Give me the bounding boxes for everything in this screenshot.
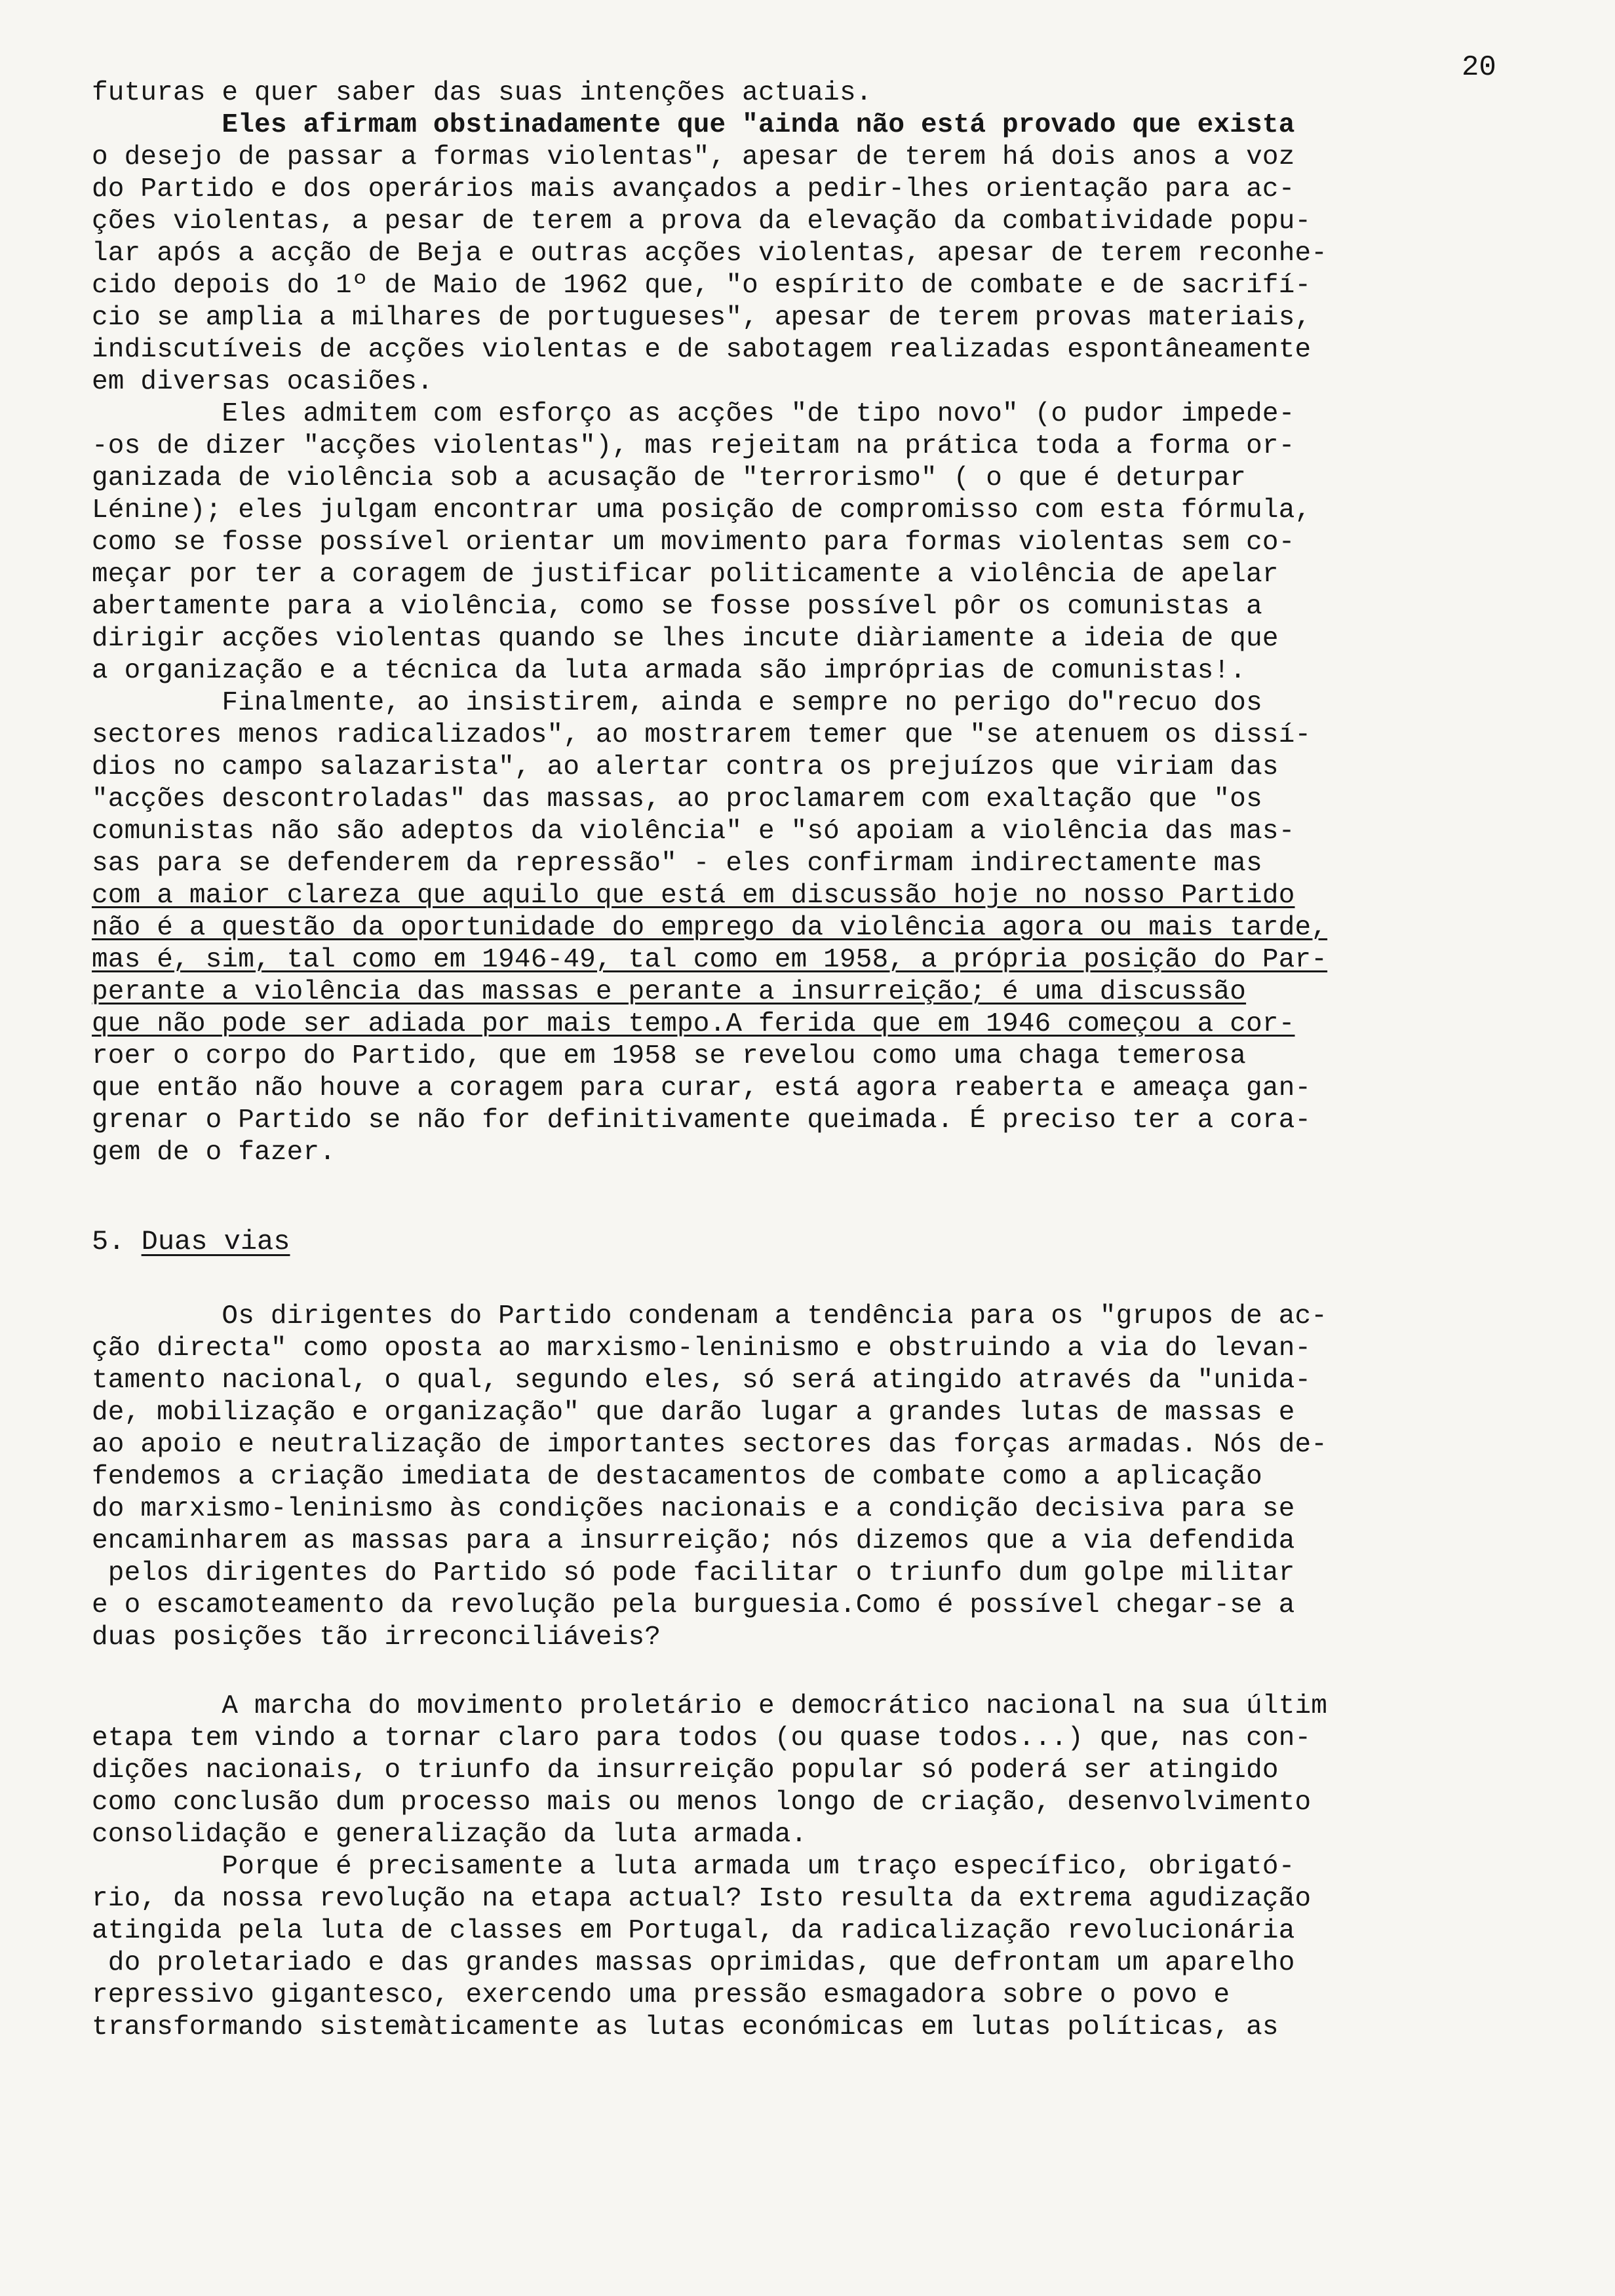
text-line: lar após a acção de Beja e outras acções violentas, apesar de terem reconhe- xyxy=(92,239,1328,269)
text-line: dios no campo salazarista", ao alertar contra os prejuízos que viriam das xyxy=(92,752,1279,782)
text-line: ção directa" como oposta ao marxismo-leninismo e obstruindo a via do levan- xyxy=(92,1333,1312,1364)
text-line: atingida pela luta de classes em Portugal, da radicalização revolucionária xyxy=(92,1916,1295,1946)
text-line: encaminharem as massas para a insurreição; nós dizemos que a via defendida xyxy=(92,1526,1295,1556)
text-line: sas para se defenderem da repressão" - eles confirmam indirectamente mas xyxy=(92,849,1262,879)
text-line: dirigir acções violentas quando se lhes incute diàriamente a ideia de que xyxy=(92,624,1279,654)
text-line: transformando sistemàticamente as lutas económicas em lutas políticas, as xyxy=(92,2012,1279,2042)
text-line: do proletariado e das grandes massas oprimidas, que defrontam um aparelho xyxy=(92,1948,1295,1978)
text-line: do marxismo-leninismo às condições nacionais e a condição decisiva para se xyxy=(92,1494,1295,1524)
underlined-text-line: não é a questão da oportunidade do emprego da violência agora ou mais tarde, xyxy=(92,913,1328,943)
text-line: cio se amplia a milhares de portugueses", apesar de terem provas materiais, xyxy=(92,303,1312,333)
text-line: sectores menos radicalizados", ao mostrarem temer que "se atenuem os dissí- xyxy=(92,720,1312,750)
text-line: etapa tem vindo a tornar claro para todos (ou quase todos...) que, nas con- xyxy=(92,1723,1312,1753)
text-line: consolidação e generalização da luta armada. xyxy=(92,1820,808,1850)
text-line: repressivo gigantesco, exercendo uma pressão esmagadora sobre o povo e xyxy=(92,1980,1230,2010)
section-title: Duas vias xyxy=(141,1226,290,1257)
paragraph-block-intro xyxy=(92,77,1553,1169)
text-line: -os de dizer "acções violentas"), mas rejeitam na prática toda a forma or- xyxy=(92,431,1295,461)
text-line: como se fosse possível orientar um movimento para formas violentas sem co- xyxy=(92,527,1295,558)
text-line: ganizada de violência sob a acusação de "terrorismo" ( o que é deturpar xyxy=(92,463,1247,493)
text-line: pelos dirigentes do Partido só pode facilitar o triunfo dum golpe militar xyxy=(92,1558,1295,1588)
text-line: de, mobilização e organização" que darão lugar a grandes lutas de massas e xyxy=(92,1398,1295,1428)
section-heading xyxy=(92,1225,290,1258)
underlined-text-line: mas é, sim, tal como em 1946-49, tal como em 1958, a própria posição do Par- xyxy=(92,945,1328,975)
text-line: o desejo de passar a formas violentas", apesar de terem há dois anos a voz xyxy=(92,142,1295,172)
text-line: tamento nacional, o qual, segundo eles, só será atingido através da "unida- xyxy=(92,1366,1312,1396)
text-line: cido depois do 1º de Maio de 1962 que, "o espírito de combate e de sacrifí- xyxy=(92,271,1312,301)
paragraph-block-armed-struggle xyxy=(92,1691,1553,2044)
text-line: comunistas não são adeptos da violência" e "só apoiam a violência das mas- xyxy=(92,816,1295,847)
text-line: Lénine); eles julgam encontrar uma posição de compromisso com esta fórmula, xyxy=(92,495,1312,526)
text-line: Eles afirmam obstinadamente que "ainda não está provado que exista xyxy=(92,110,1295,140)
text-line: duas posições tão irreconciliáveis? xyxy=(92,1622,661,1653)
section-number: 5. xyxy=(92,1226,142,1257)
text-line: como conclusão dum processo mais ou menos longo de criação, desenvolvimento xyxy=(92,1788,1312,1818)
text-line: abertamente para a violência, como se fosse possível pôr os comunistas a xyxy=(92,592,1262,622)
text-line: do Partido e dos operários mais avançados a pedir-lhes orientação para ac- xyxy=(92,174,1295,204)
underlined-text-line: perante a violência das massas e perante a insurreição; é uma discussão xyxy=(92,977,1247,1007)
text-line: gem de o fazer. xyxy=(92,1138,336,1168)
text-line: rio, da nossa revolução na etapa actual? Isto resulta da extrema agudização xyxy=(92,1884,1312,1914)
text-line: grenar o Partido se não for definitivamente queimada. É preciso ter a cora- xyxy=(92,1105,1312,1136)
text-line: em diversas ocasiões. xyxy=(92,367,433,397)
text-line: que então não houve a coragem para curar, está agora reaberta e ameaça gan- xyxy=(92,1073,1312,1103)
text-line: fendemos a criação imediata de destacamentos de combate como a aplicação xyxy=(92,1462,1262,1492)
text-line: meçar por ter a coragem de justificar politicamente a violência de apelar xyxy=(92,560,1279,590)
text-line: indiscutíveis de acções violentas e de sabotagem realizadas espontâneamente xyxy=(92,335,1312,365)
underlined-text-line: que não pode ser adiada por mais tempo.A ferida que em 1946 começou a cor- xyxy=(92,1009,1295,1039)
text-line: Finalmente, ao insistirem, ainda e sempre no perigo do"recuo dos xyxy=(92,688,1262,718)
text-line: roer o corpo do Partido, que em 1958 se revelou como uma chaga temerosa xyxy=(92,1041,1247,1071)
text-line: a organização e a técnica da luta armada são impróprias de comunistas!. xyxy=(92,656,1247,686)
text-line: ao apoio e neutralização de importantes sectores das forças armadas. Nós de- xyxy=(92,1430,1328,1460)
text-line: ções violentas, a pesar de terem a prova da elevação da combatividade popu- xyxy=(92,206,1312,237)
underlined-text-line: com a maior clareza que aquilo que está em discussão hoje no nosso Partido xyxy=(92,881,1295,911)
text-line: dições nacionais, o triunfo da insurreição popular só poderá ser atingido xyxy=(92,1755,1279,1786)
page-number: 20 xyxy=(1462,51,1496,84)
text-line: "acções descontroladas" das massas, ao proclamarem com exaltação que "os xyxy=(92,784,1262,814)
text-line: Eles admitem com esforço as acções "de tipo novo" (o pudor impede- xyxy=(92,399,1295,429)
text-line: futuras e quer saber das suas intenções actuais. xyxy=(92,78,872,108)
text-line: Os dirigentes do Partido condenam a tendência para os "grupos de ac- xyxy=(92,1301,1328,1331)
paragraph-block-two-ways xyxy=(92,1301,1553,1654)
text-line: Porque é precisamente a luta armada um traço específico, obrigató- xyxy=(92,1852,1295,1882)
text-line: e o escamoteamento da revolução pela burguesia.Como é possível chegar-se a xyxy=(92,1590,1295,1620)
text-line: A marcha do movimento proletário e democrático nacional na sua últim xyxy=(92,1691,1328,1721)
